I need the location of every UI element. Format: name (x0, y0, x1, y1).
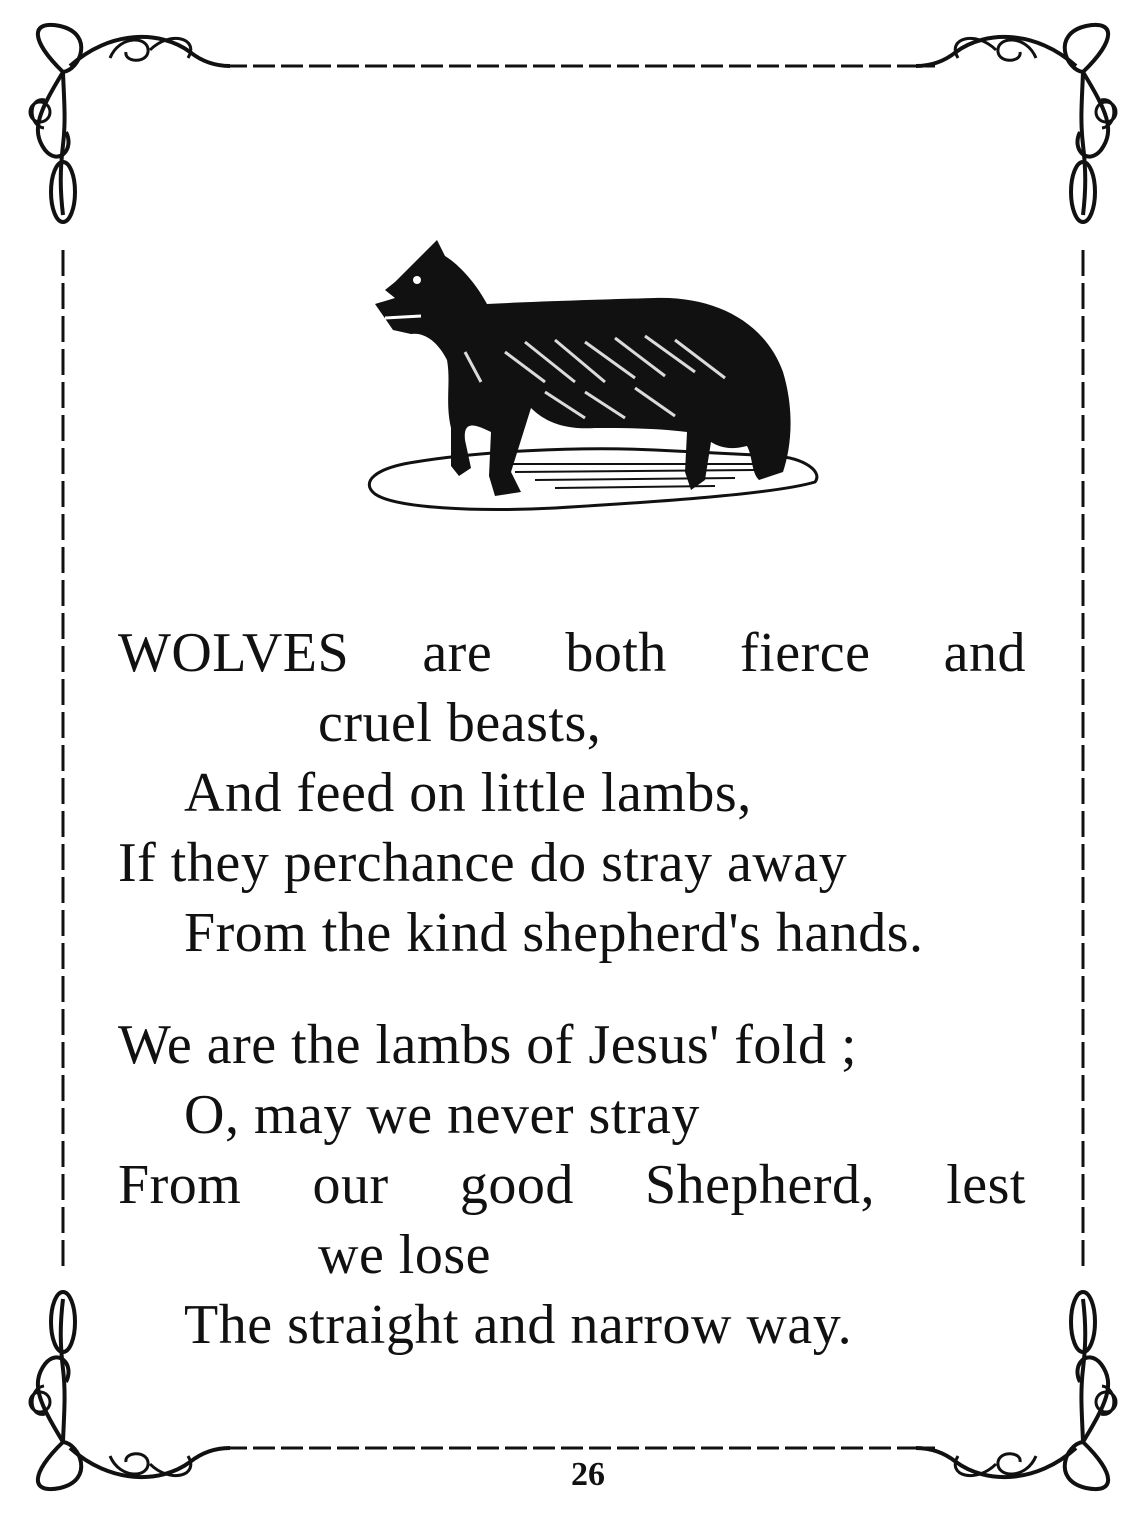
word: lest (946, 1154, 1026, 1216)
stanza-2-line-4: The straight and narrow way. (184, 1294, 853, 1356)
wolf-illustration (355, 232, 825, 532)
stanza-break (118, 968, 1038, 1010)
stanza-1-line-3: If they perchance do stray away (118, 832, 848, 894)
stanza-2-line-2: O, may we never stray (184, 1084, 700, 1146)
word: fierce (740, 622, 871, 684)
stanza-1-line-2: And feed on little lambs, (184, 762, 752, 824)
word: WOLVES (118, 622, 350, 684)
stanza-2-line-1: We are the lambs of Jesus' fold ; (118, 1014, 858, 1076)
corner-flourish-top-left (30, 25, 230, 222)
word: are (422, 622, 493, 684)
corner-flourish-top-right (916, 25, 1116, 222)
word: and (943, 622, 1026, 684)
word: From (118, 1154, 242, 1216)
stanza-2-line-3 (118, 1150, 1026, 1220)
stanza-1-line-1-continued: cruel beasts, (318, 692, 602, 754)
poem (118, 618, 1038, 1360)
stanza-1-line-1 (118, 618, 1026, 688)
word: our (312, 1154, 389, 1216)
word: both (565, 622, 667, 684)
word: good (459, 1154, 574, 1216)
stanza-2-line-3-continued: we lose (318, 1224, 492, 1286)
page-number: 26 (571, 1456, 605, 1493)
stanza-1-line-4: From the kind shepherd's hands. (184, 902, 924, 964)
word: Shepherd, (645, 1154, 876, 1216)
